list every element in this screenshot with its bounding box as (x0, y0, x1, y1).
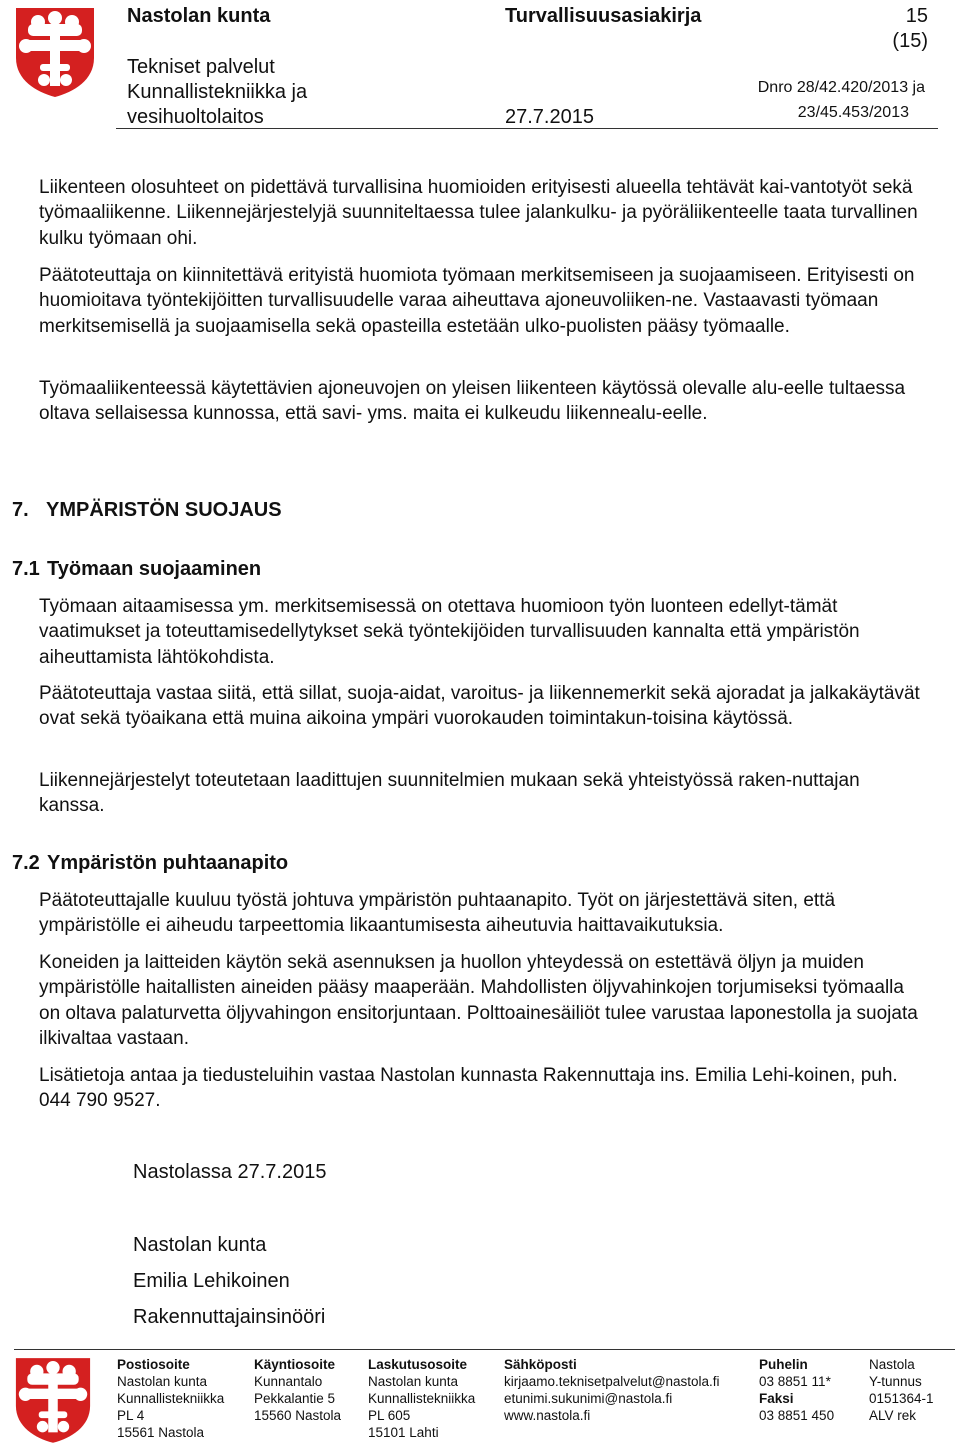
section-7-2-title: Ympäristön puhtaanapito (47, 852, 289, 874)
paragraph-site-traffic: Työmaaliikenteessä käytettävien ajoneuvojen on yleisen liikenteen käytössä olevalle alu-eelle tultaessa oltava sellaisessa kunnossa, että savi- yms. maita ei kulkeudu liikennealu-eelle. (39, 378, 906, 425)
footer-email-address[interactable]: etunimi.sukunimi@nastola.fi (504, 1391, 673, 1406)
diary-number-line2: 23/45.453/2013 (797, 104, 909, 121)
section-7-1-title: Työmaan suojaaminen (47, 558, 262, 580)
footer-phone-number: 03 8851 11* (759, 1374, 831, 1389)
signature-organization: Nastolan kunta (133, 1234, 267, 1256)
section-7-number: 7. (12, 499, 29, 521)
coat-of-arms-logo (14, 6, 96, 98)
footer-business-id-line: Y-tunnus (869, 1374, 922, 1389)
paragraph-traffic-conditions: Liikenteen olosuhteet on pidettävä turvallisina huomioiden erityisesti alueella tehtävät kai-vantotyöt sekä työmaaliikenne. Liikennejärjestelyjä suunniteltaessa tulee jalankulku- ja pyöräliikenteelle taata turvallinen kulku työmaan ohi. (39, 177, 918, 249)
footer-website-link[interactable]: www.nastola.fi (504, 1408, 591, 1423)
footer-billing-line: Nastolan kunta (368, 1374, 459, 1389)
footer-business-id-line: Nastola (869, 1357, 915, 1372)
footer-postal-line: Kunnallistekniikka (117, 1391, 225, 1406)
section-7-1-number: 7.1 (12, 558, 40, 580)
document-date: 27.7.2015 (505, 106, 594, 128)
footer-postal-line: Nastolan kunta (117, 1374, 208, 1389)
footer-visiting-address (254, 1356, 341, 1424)
page-total: (15) (892, 30, 928, 52)
paragraph-contractor-responsibility: Päätoteuttaja vastaa siitä, että sillat, suoja-aidat, varoitus- ja liikennemerkit sekä ajoradat ja jalkakäytävät ovat sekä työaikana että muina aikoina ympäri vuorokauden toimintakun-toisina käytössä. (39, 683, 920, 730)
footer-billing-label: Laskutusosoite (368, 1357, 468, 1372)
footer-postal-label: Postiosoite (117, 1357, 190, 1372)
document-title: Turvallisuusasiakirja (505, 5, 702, 27)
header-organization: Nastolan kunta (127, 5, 271, 27)
footer-postal-address (117, 1356, 224, 1441)
footer-business-id (869, 1356, 934, 1424)
header-department: Tekniset palvelut (127, 56, 275, 78)
section-7-2-number: 7.2 (12, 852, 40, 874)
footer-billing-address (368, 1356, 475, 1441)
footer-email-label: Sähköposti (504, 1357, 577, 1372)
footer-email-address[interactable]: kirjaamo.teknisetpalvelut@nastola.fi (504, 1374, 720, 1389)
footer-phone (759, 1356, 834, 1424)
footer-email (504, 1356, 720, 1424)
diary-number: Dnro 28/42.420/2013 ja (757, 79, 925, 96)
page-number: 15 (905, 5, 928, 27)
footer-visiting-line: 15560 Nastola (254, 1408, 342, 1423)
paragraph-cleaning: Päätoteuttajalle kuuluu työstä johtuva ympäristön puhtaanapito. Työt on järjestettävä siten, että ympäristölle ei aiheudu tarpeettomia likaantumisesta aiheutuvia haittavaikutuksia. (39, 890, 836, 937)
footer-fax-label: Faksi (759, 1391, 794, 1406)
header-divider (116, 128, 938, 129)
footer-billing-line: PL 605 (368, 1408, 411, 1423)
paragraph-fencing: Työmaan aitaamisessa ym. merkitsemisessä on otettava huomioon työn luonteen edellyt-tämät vaatimukset ja toteuttamisedellytykset sekä työntekijöiden turvallisuuden kannalta että ympäristön aiheuttamista lähtökohdista. (39, 596, 860, 668)
footer-visiting-label: Käyntiosoite (254, 1357, 336, 1372)
footer-postal-line: PL 4 (117, 1408, 145, 1423)
footer-fax-number: 03 8851 450 (759, 1408, 835, 1423)
header-unit-line2: vesihuoltolaitos (127, 106, 264, 128)
signature-place-date: Nastolassa 27.7.2015 (133, 1161, 327, 1183)
paragraph-contact-info: Lisätietoja antaa ja tiedusteluihin vastaa Nastolan kunnasta Rakennuttaja ins. Emilia Lehi-koinen, puh. 044 790 9527. (39, 1065, 898, 1112)
footer-postal-line: 15561 Nastola (117, 1425, 205, 1440)
paragraph-oil-prevention: Koneiden ja laitteiden käytön sekä asennuksen ja huollon yhteydessä on estettävä öljyn ja muiden ympäristölle haitallisten aineiden pääsy maaperään. Mahdollisten öljyvahinkojen torjumiseksi työmaalla on oltava palaturvetta öljyvahingon ensitorjuntaan. Polttoainesäiliöt tulee varustaa laponestolla ja suojata ilkivaltaa vastaan. (39, 952, 918, 1049)
paragraph-marking-protection: Päätoteuttaja on kiinnitettävä erityistä huomiota työmaan merkitsemiseen ja suojaamiseen. Erityisesti on huomioitava työntekijöitten turvallisuudelle varaa aiheuttava ajoneuvoliiken-ne. Vastaavasti työmaan merkitsemisellä ja suojaamisella sekä opasteilla estetään ulko-puolisten pääsy työmaalle. (39, 265, 915, 337)
header-unit: Kunnallistekniikka ja (127, 81, 308, 103)
footer-visiting-line: Pekkalantie 5 (254, 1391, 336, 1406)
footer-billing-line: 15101 Lahti (368, 1425, 439, 1440)
footer-phone-label: Puhelin (759, 1357, 808, 1372)
paragraph-traffic-arrangements: Liikennejärjestelyt toteutetaan laadittujen suunnitelmien mukaan sekä yhteistyössä raken-nuttajan kanssa. (39, 770, 860, 817)
section-7-title: YMPÄRISTÖN SUOJAUS (46, 499, 282, 521)
footer-billing-line: Kunnallistekniikka (368, 1391, 476, 1406)
footer-divider (14, 1349, 955, 1350)
footer-coat-of-arms-logo (14, 1356, 92, 1444)
footer-business-id-line: ALV rek (869, 1408, 917, 1423)
footer-business-id-line: 0151364-1 (869, 1391, 934, 1406)
signature-name: Emilia Lehikoinen (133, 1270, 290, 1292)
footer-visiting-line: Kunnantalo (254, 1374, 323, 1389)
signature-title: Rakennuttajainsinööri (133, 1306, 326, 1328)
